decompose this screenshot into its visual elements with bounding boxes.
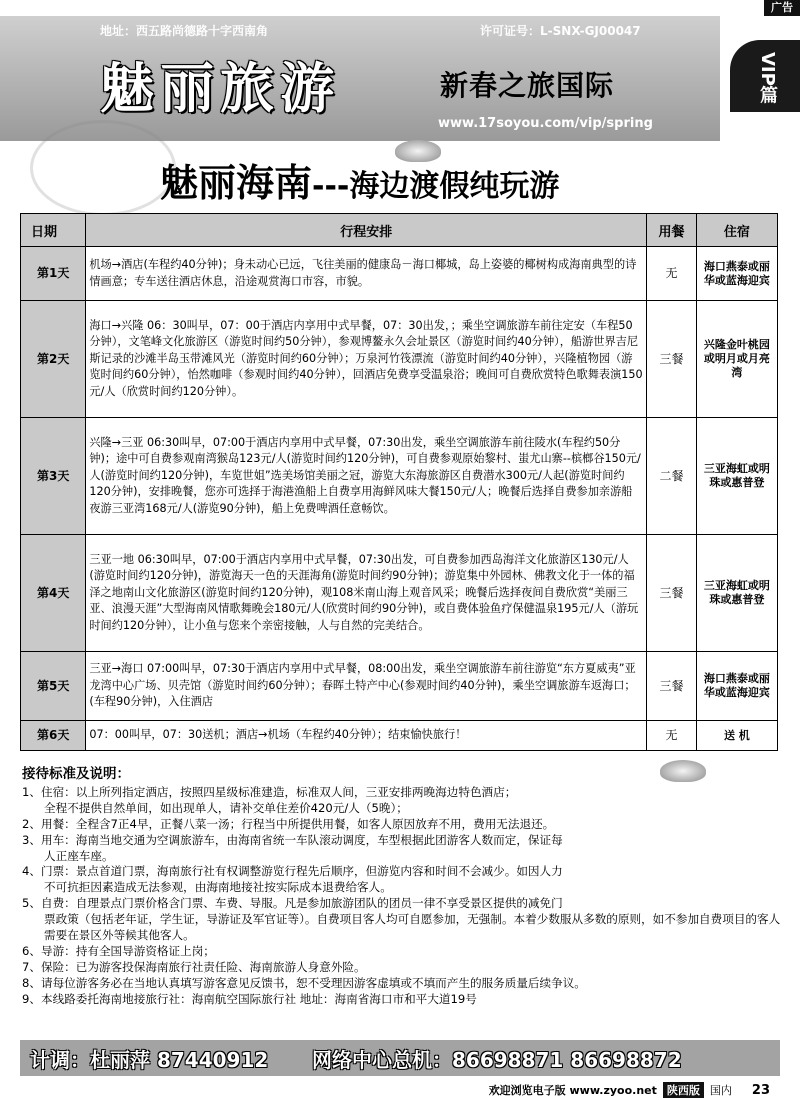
table-header-row (21, 214, 778, 247)
hotline-numbers: 网络中心总机：86698871 86698872 (312, 1048, 682, 1072)
vip-section-tab: VIP篇 (730, 40, 800, 112)
day-cell: 第1天 (21, 247, 86, 301)
note-item-continued: 票政策（包括老年证，学生证，导游证及军官证等）。自费项目客人均可自愿参加，无强制。本着少数服从多数的原则，如不参加自费项目的客人需要在景区外等候其他客人。 (44, 912, 781, 943)
note-item: 6、导游：持有全国导游资格证上岗； (22, 943, 215, 958)
day-cell: 第2天 (21, 301, 86, 418)
note-item: 1、住宿：以上所列指定酒店，按照四星级标准建造，标准双人间，三亚安排两晚海边特色酒店； (22, 784, 517, 799)
edition-tag: 陕西版 (663, 1082, 704, 1098)
note-item-continued: 全程不提供自然单间，如出现单人，请补交单住差价420元/人（5晚）； (44, 800, 408, 815)
title-main: 魅丽海南 (160, 160, 313, 205)
notes-heading: 接待标准及说明： (22, 766, 130, 782)
table-row (21, 535, 778, 652)
table-row (21, 652, 778, 721)
schedule-cell: 三亚一地 06:30叫早，07:00于酒店内享用中式早餐，07:30出发，可自费参加西岛海洋文化旅游区130元/人(游览时间约120分钟)，游览海天一色的天涯海角(游览时间约90分钟)；游览集中外园林、佛教文化于一体的福泽之地南山文化旅游区(游览时间约120分钟)，观108米南山海上观音风采；晚餐后选择夜间自费欣赏“美丽三亚、浪漫天涯”大型海南风情歌舞晚会180元/人(欣赏时间约90分钟)，或自费体验鱼疗保健温泉195元/人（游玩时间约120分钟），让小鱼与您来个亲密接触，人与自然的完美结合。 (86, 535, 647, 652)
note-item-continued: 不可抗拒因素造成无法参观，由海南地接社按实际成本退费给客人。 (44, 880, 392, 895)
hotel-cell: 三亚海虹或明珠或惠普登 (696, 418, 777, 535)
header-schedule: 行程安排 (86, 214, 647, 247)
header-date: 日期 (21, 214, 86, 247)
note-item: 7、保险：已为游客投保海南旅行社责任险、海南旅游人身意外险。 (22, 959, 366, 974)
schedule-cell: 三亚→海口 07:00叫早，07:30于酒店内享用中式早餐，08:00出发，乘坐空调旅游车前往游览“东方夏威夷”亚龙湾中心广场、贝壳馆（游览时间约60分钟）；春晖土特产中心(参观时间约40分钟)，乘坐空调旅游车返海口；(车程90分钟)，入住酒店 (86, 652, 647, 721)
agency-address: 地址：西五路尚德路十字西南角 (100, 24, 269, 38)
page-title (160, 152, 720, 207)
note-item: 5、自费：自理景点门票价格含门票、车费、导服。凡是参加旅游团队的团员一律不享受景区提供的减免门 (22, 896, 563, 911)
service-notes (22, 767, 782, 1008)
table-row (21, 418, 778, 535)
day-cell: 第6天 (21, 721, 86, 751)
note-item: 3、用车：海南当地交通为空调旅游车，由海南省统一车队滚动调度，车型根据此团游客人数而定，保证每 (22, 832, 563, 847)
table-row (21, 721, 778, 751)
ezine-link[interactable]: 欢迎浏览电子版 www.zyoo.net (488, 1084, 657, 1097)
meal-cell: 三餐 (647, 301, 697, 418)
schedule-cell: 兴隆→三亚 06:30叫早，07:00于酒店内享用中式早餐，07:30出发，乘坐空调旅游车前往陵水(车程约50分钟)；途中可自费参观南湾猴岛123元/人(游览时间约120分钟)，可自费参观原始黎村、蚩尤山寨--槟榔谷150元/人(游览时间约120分钟)，车览世姐”选美场馆美丽之冠，游览大东海旅游区自费潜水300元/人起(游览时间约120分钟)，安排晚餐，您亦可选择于海港渔船上自费享用海鲜风味大餐150元/人；晚餐后选择自费参加亲游船夜游三亚湾168元/人(游览90分钟)，船上免费啤酒任意畅饮。 (86, 418, 647, 535)
website-link[interactable]: www.17soyou.com/vip/spring (438, 116, 653, 131)
hotel-cell: 送 机 (696, 721, 777, 751)
hotel-cell: 海口燕泰或丽华或蓝海迎宾 (696, 247, 777, 301)
table-row (21, 247, 778, 301)
title-sub: ---海边渡假纯玩游 (312, 169, 560, 204)
note-item: 2、用餐：全程含7正4早，正餐八菜一汤；行程当中所提供用餐，如客人原因放弃不用，费用无法退还。 (22, 816, 555, 831)
header-hotel: 住宿 (696, 214, 777, 247)
meal-cell: 二餐 (647, 418, 697, 535)
meal-cell: 三餐 (647, 535, 697, 652)
note-item: 8、请每位游客务必在当地认真填写游客意见反馈书，恕不受理因游客虚填或不填而产生的服务质量后续争议。 (22, 975, 586, 990)
decorative-swirl (30, 120, 176, 216)
day-cell: 第3天 (21, 418, 86, 535)
page-footer (489, 1081, 800, 1099)
schedule-cell: 机场→酒店(车程约40分钟)；身未动心已远，飞往美丽的健康岛－海口椰城，岛上姿婆的椰树构成海南典型的诗情画意；专车送往酒店休息，沿途观赏海口市容，市貌。 (86, 247, 647, 301)
page-number: 23 (751, 1082, 770, 1098)
hotel-cell: 兴隆金叶桃园或明月或月亮湾 (696, 301, 777, 418)
meal-cell: 无 (647, 721, 697, 751)
table-row (21, 301, 778, 418)
schedule-cell: 海口→兴隆 06：30叫早，07：00于酒店内享用中式早餐，07：30出发，；乘坐空调旅游车前往定安（车程50分钟），文笔峰文化旅游区（游览时间约50分钟），参观博鳌永久会址景区（游览时间约40分钟），船游世界吉尼斯记录的沙滩半岛玉带滩风光（游览时间约60分钟）；万泉河竹筏漂流（游览时间约40分钟），兴隆植物园（游览时间约60分钟），怡然咖啡（参观时间约40分钟），回酒店免费享受温泉浴；晚间可自费欣赏特色歌舞表演150元/人（欣赏时间约120分钟）。 (86, 301, 647, 418)
hotel-cell: 海口燕泰或丽华或蓝海迎宾 (696, 652, 777, 721)
day-cell: 第5天 (21, 652, 86, 721)
brand-logo: 魅丽旅游 (100, 56, 340, 120)
itinerary-table (20, 213, 778, 751)
note-item: 9、本线路委托海南地接旅行社：海南航空国际旅行社 地址：海南省海口市和平大道19号 (22, 991, 477, 1006)
meal-cell: 无 (647, 247, 697, 301)
day-cell: 第4天 (21, 535, 86, 652)
license-number: 许可证号：L-SNX-GJ00047 (480, 24, 641, 38)
note-item-continued: 人正座车座。 (44, 848, 114, 863)
meal-cell: 三餐 (647, 652, 697, 721)
contact-bar (20, 1040, 780, 1076)
schedule-cell: 07：00叫早，07：30送机；酒店→机场（车程约40分钟）；结束愉快旅行！ (86, 721, 647, 751)
section-label: 国内 (709, 1084, 732, 1097)
header-meals: 用餐 (647, 214, 697, 247)
slogan: 新春之旅国际 (440, 69, 615, 102)
planner-contact: 计调：杜丽萍 87440912 (30, 1048, 269, 1072)
ad-tag: 广告 (764, 0, 800, 16)
hotel-cell: 三亚海虹或明珠或惠普登 (696, 535, 777, 652)
note-item: 4、门票：景点首道门票，海南旅行社有权调整游览行程先后顺序，但游览内容和时间不会减少。如因人力 (22, 864, 563, 879)
